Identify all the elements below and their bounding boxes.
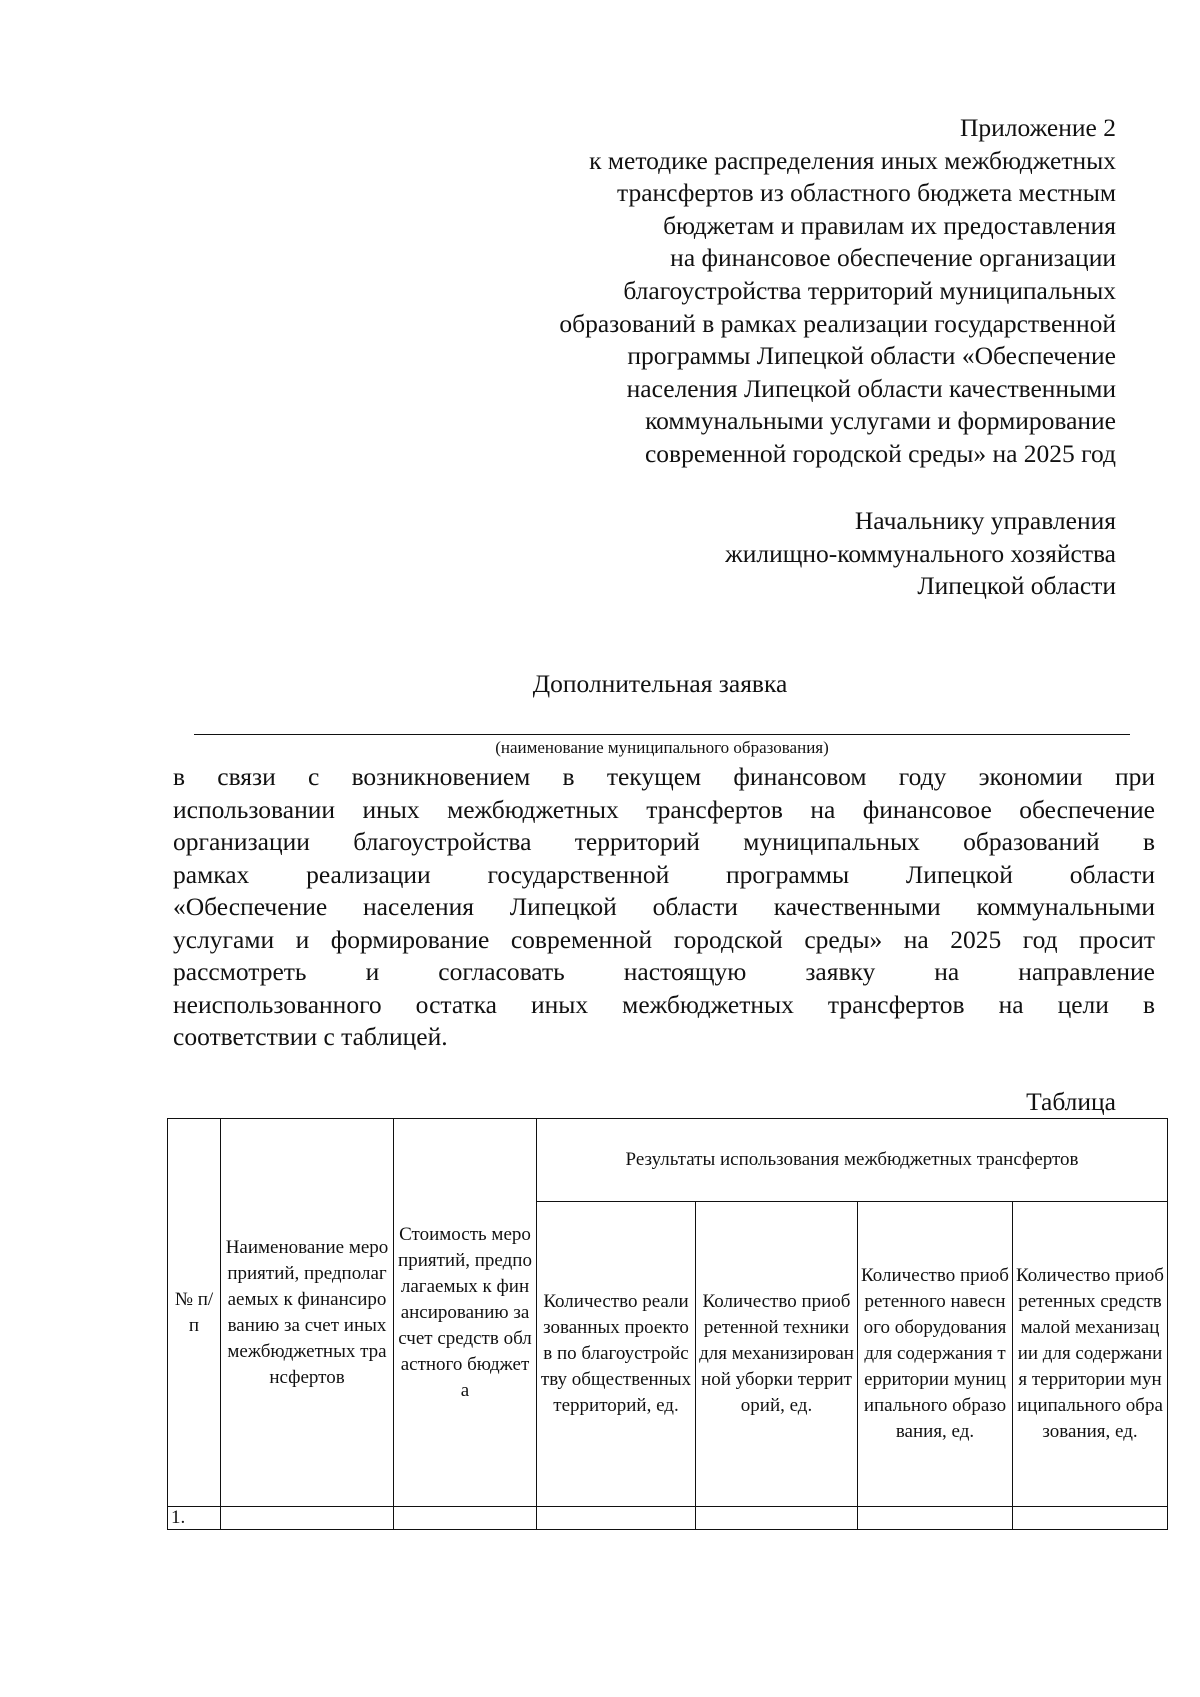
- body-line: неиспользованного остатка иных межбюджетных трансфертов на цели в: [173, 989, 1155, 1019]
- body-line: «Обеспечение населения Липецкой области качественными коммунальными: [173, 892, 1155, 921]
- body-line: рассмотреть и согласовать настоящую заявку на направление: [173, 957, 1155, 986]
- table-cell[interactable]: [696, 1507, 858, 1530]
- header-results-group: Результаты использования межбюджетных трансфертов: [537, 1119, 1168, 1202]
- header-attachments-count: Количество приобретенного навесного оборудования для содержания территории муниципального образования, ед.: [858, 1202, 1013, 1507]
- table-header-row: [168, 1119, 1168, 1202]
- addressee-block: [476, 505, 1116, 603]
- addressee-line: Липецкой области: [917, 571, 1116, 601]
- body-line: рамках реализации государственной программы Липецкой области: [173, 859, 1155, 889]
- addressee-line: жилищно-коммунального хозяйства: [725, 538, 1116, 568]
- appendix-line: трансфертов из областного бюджета местным: [617, 178, 1116, 208]
- header-number: № п/п: [168, 1119, 221, 1507]
- results-table: [167, 1118, 1168, 1530]
- body-line: услугами и формирование современной городской среды» на 2025 год просит: [173, 924, 1155, 954]
- appendix-line: населения Липецкой области качественными: [626, 373, 1116, 403]
- appendix-line: на финансовое обеспечение организации: [670, 243, 1116, 273]
- header-event-name: Наименование мероприятий, предполагаемых к финансированию за счет иных межбюджетных трансфертов: [221, 1119, 394, 1507]
- appendix-header: [476, 112, 1116, 471]
- appendix-line: Приложение 2: [960, 113, 1116, 142]
- appendix-line: программы Липецкой области «Обеспечение: [627, 341, 1116, 371]
- table-cell[interactable]: [537, 1507, 696, 1530]
- appendix-line: благоустройства территорий муниципальных: [623, 275, 1116, 305]
- header-event-cost: Стоимость мероприятий, предполагаемых к финансированию за счет средств областного бюджета: [394, 1119, 537, 1507]
- municipality-caption: (наименование муниципального образования): [495, 738, 829, 757]
- table-cell[interactable]: [858, 1507, 1013, 1530]
- table-cell-number[interactable]: 1.: [168, 1507, 221, 1530]
- table-caption: Таблица: [1026, 1087, 1116, 1116]
- body-line: организации благоустройства территорий муниципальных образований в: [173, 827, 1155, 856]
- table-cell[interactable]: [221, 1507, 394, 1530]
- document-title: Дополнительная заявка: [532, 669, 788, 698]
- body-paragraph: [173, 761, 1155, 1054]
- header-small-mechanization-count: Количество приобретенных средств малой механизации для содержания территории муниципального образования, ед.: [1013, 1202, 1168, 1507]
- table-cell[interactable]: [1013, 1507, 1168, 1530]
- header-machinery-count: Количество приобретенной техники для механизированной уборки территорий, ед.: [696, 1202, 858, 1507]
- table-row: [168, 1507, 1168, 1530]
- body-line: использовании иных межбюджетных трансфертов на финансовое обеспечение: [173, 794, 1155, 824]
- appendix-line: бюджетам и правилам их предоставления: [663, 210, 1116, 240]
- municipality-name-line: [194, 734, 1130, 735]
- appendix-line: коммунальными услугами и формирование: [645, 406, 1116, 436]
- table-cell[interactable]: [394, 1507, 537, 1530]
- addressee-line: Начальнику управления: [854, 506, 1116, 535]
- header-projects-count: Количество реализованных проектов по благоустройству общественных территорий, ед.: [537, 1202, 696, 1507]
- body-line: в связи с возникновением в текущем финансовом году экономии при: [173, 762, 1155, 791]
- appendix-line: современной городской среды» на 2025 год: [644, 438, 1116, 468]
- body-line: соответствии с таблицей.: [173, 1022, 448, 1051]
- appendix-line: к методике распределения иных межбюджетных: [589, 145, 1116, 175]
- appendix-line: образований в рамках реализации государственной: [559, 308, 1116, 338]
